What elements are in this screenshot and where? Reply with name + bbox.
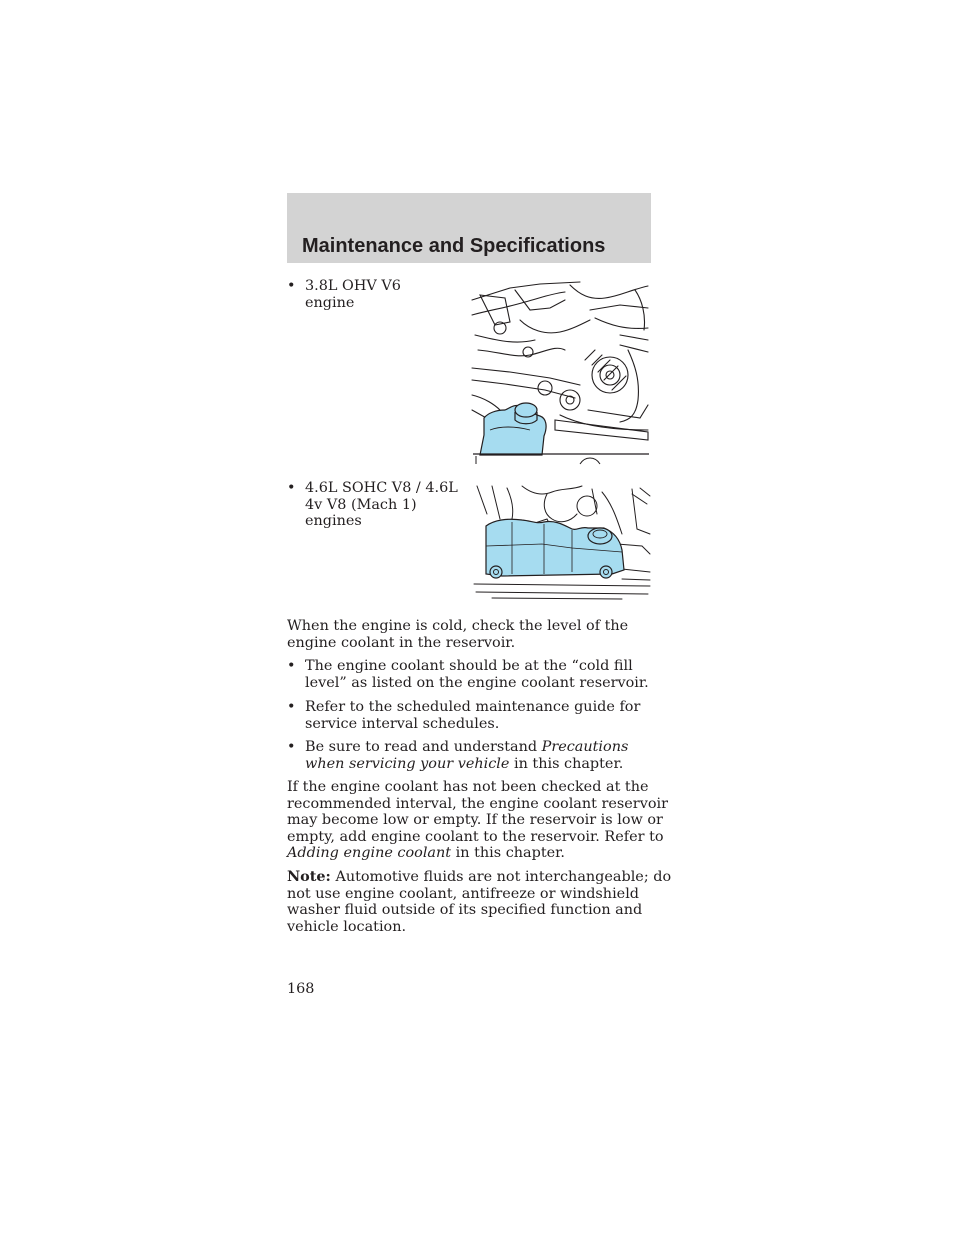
page-number: 168 <box>287 981 315 997</box>
note-label: Note: <box>287 868 331 885</box>
bullet-line: The engine coolant should be at the “cold fill <box>305 658 633 674</box>
bullet-line: level” as listed on the engine coolant reservoir. <box>305 674 649 691</box>
bullet-glyph: • <box>287 480 296 496</box>
paragraph-line <box>287 868 672 886</box>
bullet-line <box>305 756 628 773</box>
bullet-line <box>305 739 628 756</box>
bullet-text <box>305 739 628 772</box>
cross-reference: Adding engine coolant <box>287 845 452 861</box>
paragraph-line-text: Automotive fluids are not interchangeable; do <box>330 869 672 885</box>
engine-v6-reservoir-illustration <box>470 280 651 465</box>
section-header <box>287 193 651 263</box>
bullet-line-text: Be sure to read and understand <box>305 739 542 755</box>
engine-label-v8-line: 4.6L SOHC V8 / 4.6L <box>305 480 458 496</box>
paragraph-line <box>287 845 651 862</box>
bullet-glyph: • <box>287 739 296 755</box>
paragraph-line: not use engine coolant, antifreeze or windshield <box>287 885 640 902</box>
paragraph-line: empty, add engine coolant to the reservoir. Refer to <box>287 828 664 845</box>
bullet-text <box>305 658 649 691</box>
bullet-glyph: • <box>287 278 296 294</box>
intro-paragraph <box>287 618 651 651</box>
bullet-line-text: in this chapter. <box>509 755 624 772</box>
paragraph-line: recommended interval, the engine coolant reservoir <box>287 795 668 812</box>
section-title: Maintenance and Specifications <box>302 235 606 257</box>
paragraph-line: vehicle location. <box>287 918 407 935</box>
paragraph-line-text: in this chapter. <box>451 845 565 861</box>
cross-reference: when servicing your vehicle <box>305 755 510 772</box>
engine-label-v8 <box>305 480 458 530</box>
bullet-glyph: • <box>287 699 296 715</box>
engine-label-v8-line: 4v V8 (Mach 1) <box>305 496 417 513</box>
paragraph-line: may become low or empty. If the reservoir is low or <box>287 812 663 828</box>
bullet-line: service interval schedules. <box>305 715 500 732</box>
bullet-text <box>305 699 640 732</box>
intro-line: engine coolant in the reservoir. <box>287 634 516 651</box>
paragraph-line: washer fluid outside of its specified function and <box>287 902 643 918</box>
engine-label-v8-line: engines <box>305 513 362 529</box>
check-paragraph <box>287 779 668 862</box>
bullet-glyph: • <box>287 658 296 674</box>
cross-reference: Precautions <box>541 739 629 755</box>
note-paragraph <box>287 868 672 935</box>
paragraph-line: If the engine coolant has not been checked at the <box>287 779 649 795</box>
engine-v8-reservoir-illustration <box>472 484 652 602</box>
engine-label-v6: 3.8L OHV V6 engine <box>305 278 401 311</box>
bullet-line: Refer to the scheduled maintenance guide for <box>305 699 641 715</box>
intro-line: When the engine is cold, check the level of the <box>287 618 629 634</box>
